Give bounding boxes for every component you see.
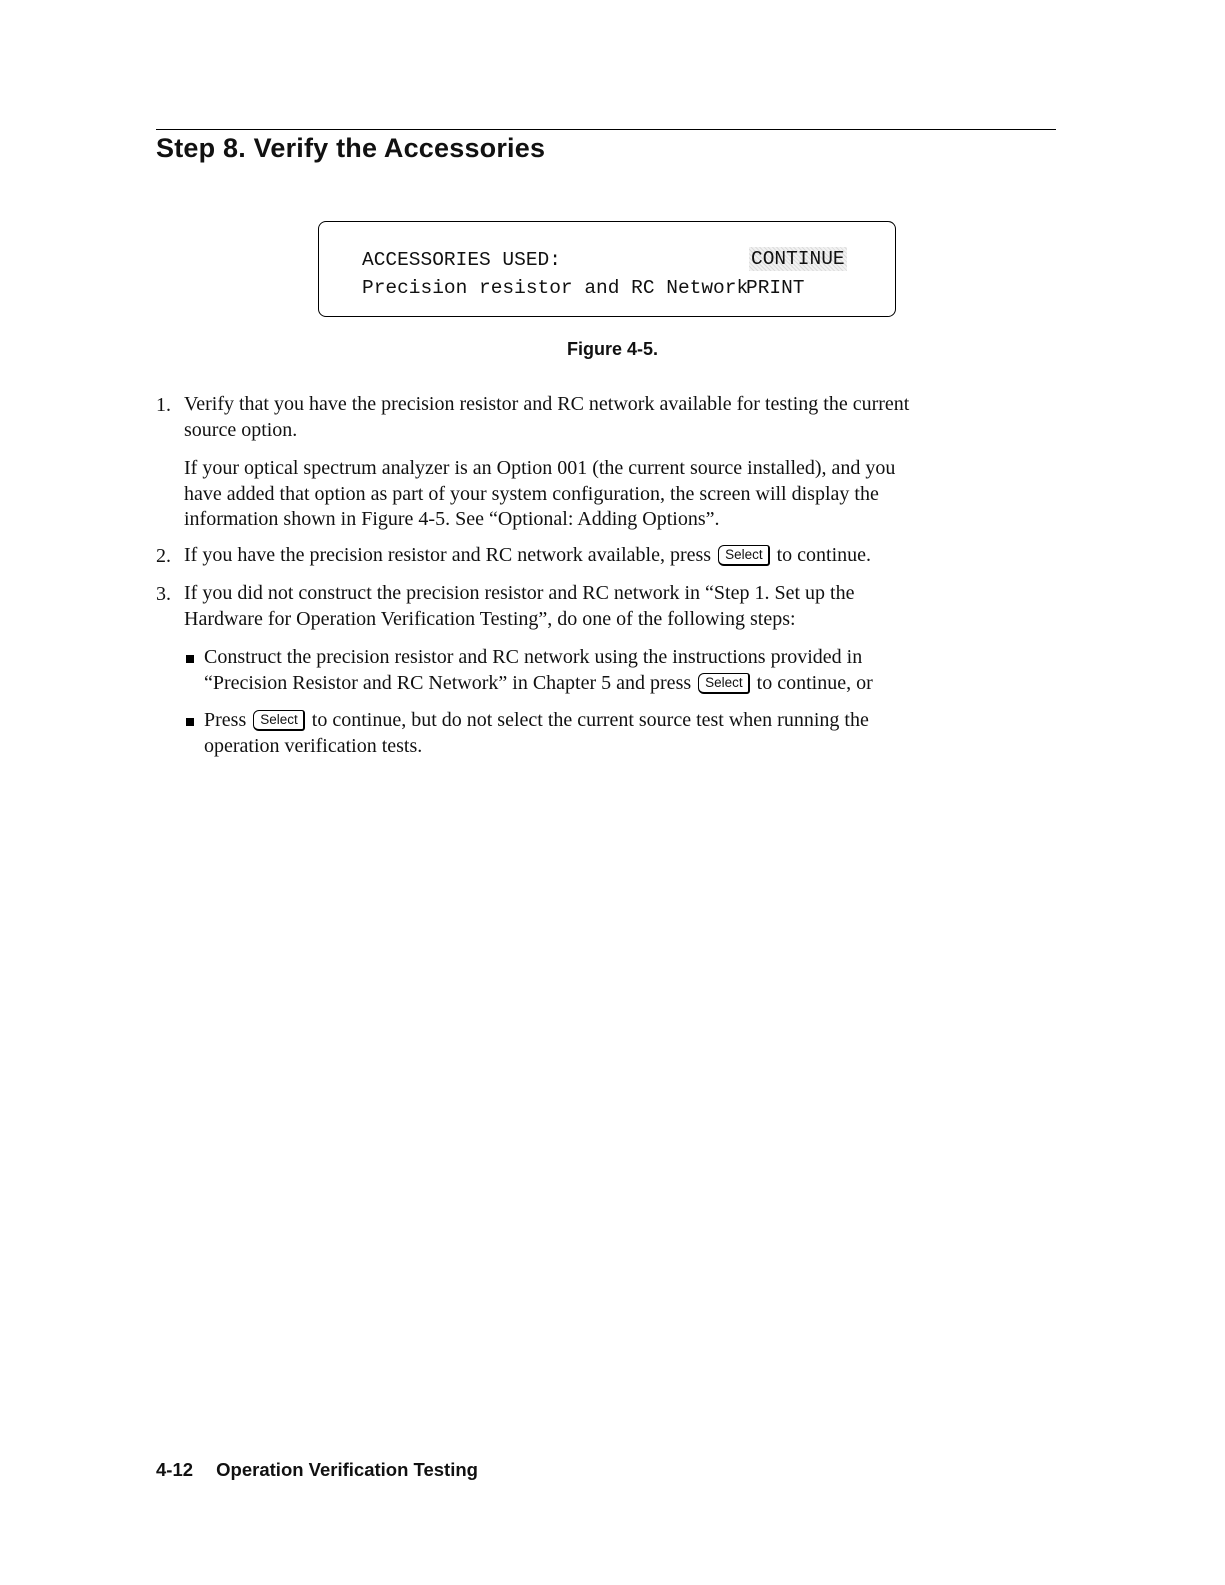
screen-line-accessories-used: ACCESSORIES USED: <box>362 249 561 271</box>
select-key: Select <box>698 673 750 694</box>
softkey-continue[interactable]: CONTINUE <box>751 248 845 270</box>
bullet-2-line-1 <box>204 708 869 734</box>
step-2-text-after: to continue. <box>776 544 872 566</box>
bullet-2-before: Press <box>204 709 247 731</box>
page-footer <box>156 1459 478 1481</box>
step-3-line-1: If you did not construct the precision resistor and RC network in “Step 1. Set up the <box>184 582 855 604</box>
bullet-2-after: to continue, but do not select the current source test when running the <box>311 709 869 731</box>
step-1-line-1: Verify that you have the precision resistor and RC network available for testing the current <box>184 393 910 415</box>
bullet-2-line-2: operation verification tests. <box>204 734 423 757</box>
bullet-2-text <box>204 708 869 759</box>
bullet-marker <box>186 718 194 726</box>
step-1-paragraph-line-3: information shown in Figure 4-5. See “Optional: Adding Options”. <box>184 508 720 530</box>
bullet-1-line-2 <box>204 671 873 697</box>
instrument-screen-display <box>318 221 896 317</box>
bullet-1-line-2-before: “Precision Resistor and RC Network” in Chapter 5 and press <box>204 671 692 694</box>
bullet-1-line-1: Construct the precision resistor and RC network using the instructions provided in <box>204 646 863 668</box>
step-1-line-2: source option. <box>184 418 298 441</box>
bullet-marker <box>186 655 194 663</box>
step-1-paragraph-line-2: have added that option as part of your system configuration, the screen will display the <box>184 482 879 505</box>
step-3-text <box>184 581 854 632</box>
bullet-1-line-2-after: to continue, or <box>756 671 873 694</box>
step-2-number: 2. <box>156 545 171 567</box>
select-key: Select <box>253 710 305 731</box>
softkey-print[interactable]: PRINT <box>746 277 805 299</box>
bullet-1-text <box>204 645 873 696</box>
step-1-paragraph <box>184 456 895 533</box>
screen-line-precision-resistor: Precision resistor and RC Network <box>362 277 749 299</box>
step-1-text <box>184 392 909 443</box>
step-3-line-2: Hardware for Operation Verification Testing”, do one of the following steps: <box>184 607 796 630</box>
step-2-text-before: If you have the precision resistor and RC network available, press <box>184 544 712 566</box>
footer-section-title: Operation Verification Testing <box>216 1459 478 1480</box>
step-2-text <box>184 543 871 569</box>
figure-caption: Figure 4-5. <box>566 339 659 359</box>
step-3-number: 3. <box>156 583 171 605</box>
step-1-paragraph-line-1: If your optical spectrum analyzer is an Option 001 (the current source installed), and you <box>184 457 896 479</box>
select-key: Select <box>718 545 770 566</box>
top-rule <box>156 129 1056 130</box>
page-title: Step 8. Verify the Accessories <box>156 133 546 163</box>
page-number: 4-12 <box>156 1459 194 1480</box>
step-1-number: 1. <box>156 394 171 416</box>
